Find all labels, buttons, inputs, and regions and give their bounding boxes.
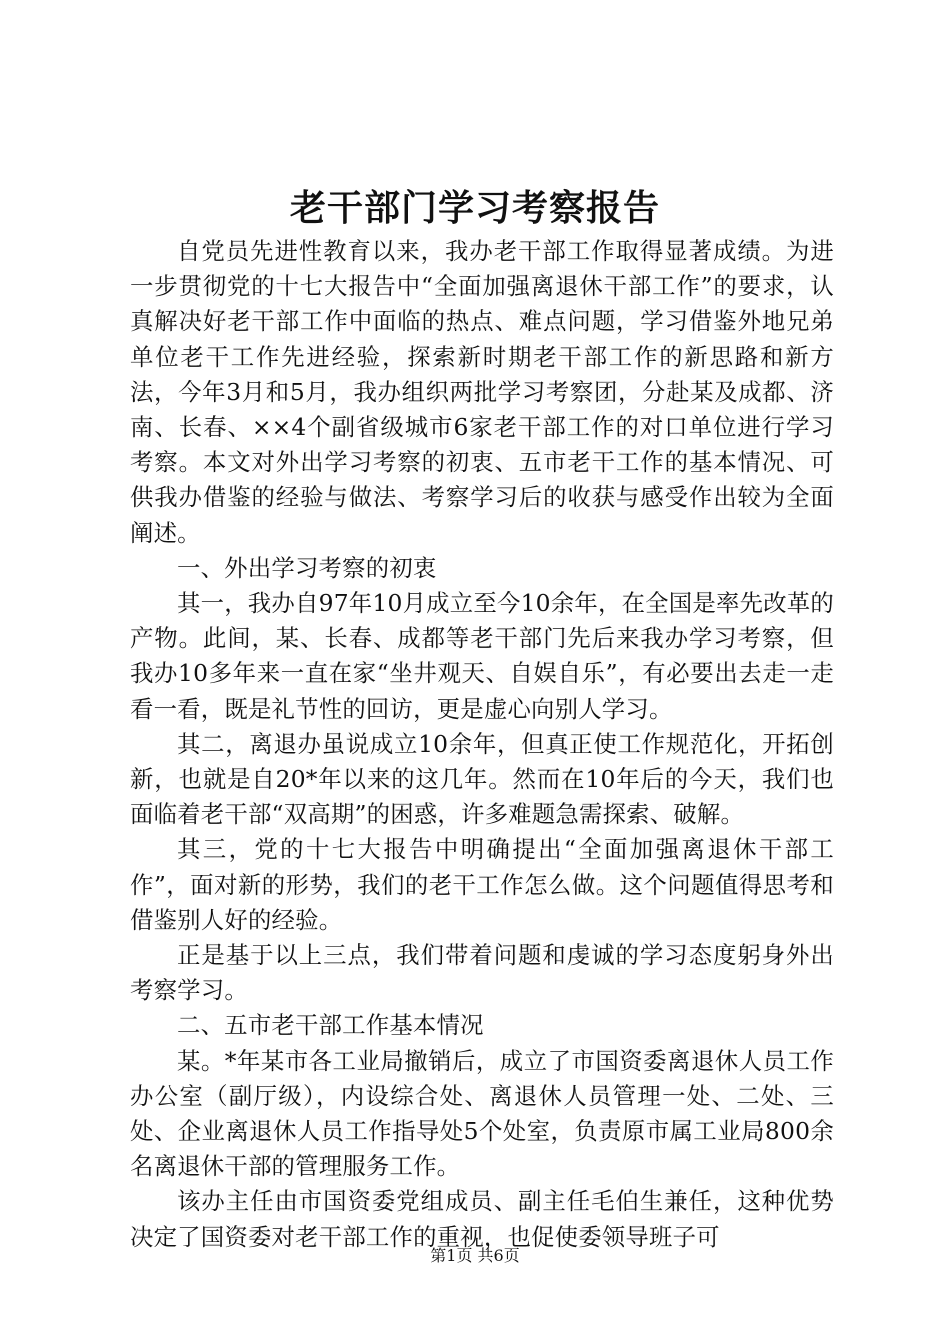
- paragraph-reason-3: 其三，党的十七大报告中明确提出“全面加强离退休干部工作”，面对新的形势，我们的老干工作怎么做。这个问题值得思考和借鉴别人好的经验。: [130, 835, 834, 934]
- paragraph-intro: 自党员先进性教育以来，我办老干部工作取得显著成绩。为进一步贯彻党的十七大报告中“全面加强离退休干部工作”的要求，认真解决好老干部工作中面临的热点、难点问题，学习借鉴外地兄弟单位老干工作先进经验，探索新时期老干部工作的新思路和新方法，今年3月和5月，我办组织两批学习考察团，分赴某及成都、济南、长春、××4个副省级城市6家老干部工作的对口单位进行学习考察。本文对外出学习考察的初衷、五市老干工作的基本情况、可供我办借鉴的经验与做法、考察学习后的收获与感受作出较为全面阐述。: [130, 237, 834, 547]
- section-heading-2: 二、五市老干部工作基本情况: [177, 1011, 484, 1040]
- section-heading-1: 一、外出学习考察的初衷: [177, 553, 437, 582]
- paragraph-city-1: 某。*年某市各工业局撤销后，成立了市国资委离退休人员工作办公室（副厅级），内设综合处、离退休人员管理一处、二处、三处、企业离退休人员工作指导处5个处室，负责原市属工业局800余名离退休干部的管理服务工作。: [130, 1046, 834, 1181]
- document-body: [130, 234, 834, 1255]
- paragraph-reason-2: 其二，离退办虽说成立10余年，但真正使工作规范化，开拓创新，也就是自20*年以来的这几年。然而在10年后的今天，我们也面临着老干部“双高期”的困惑，许多难题急需探索、破解。: [130, 729, 834, 829]
- paragraph-reason-1: 其一，我办自97年10月成立至今10余年，在全国是率先改革的产物。此间，某、长春、成都等老干部门先后来我办学习考察，但我办10多年来一直在家“坐井观天、自娱自乐”，有必要出去走一走看一看，既是礼节性的回访，更是虚心向别人学习。: [130, 589, 834, 723]
- paragraph-summary: 正是基于以上三点，我们带着问题和虔诚的学习态度躬身外出考察学习。: [130, 941, 834, 1005]
- page-footer: 第1页 共6页: [430, 1246, 520, 1265]
- document-title: 老干部门学习考察报告: [289, 187, 660, 229]
- paragraph-city-1-detail: 该办主任由市国资委党组成员、副主任毛伯生兼任，这种优势决定了国资委对老干部工作的重视，也促使委领导班子可: [130, 1187, 834, 1251]
